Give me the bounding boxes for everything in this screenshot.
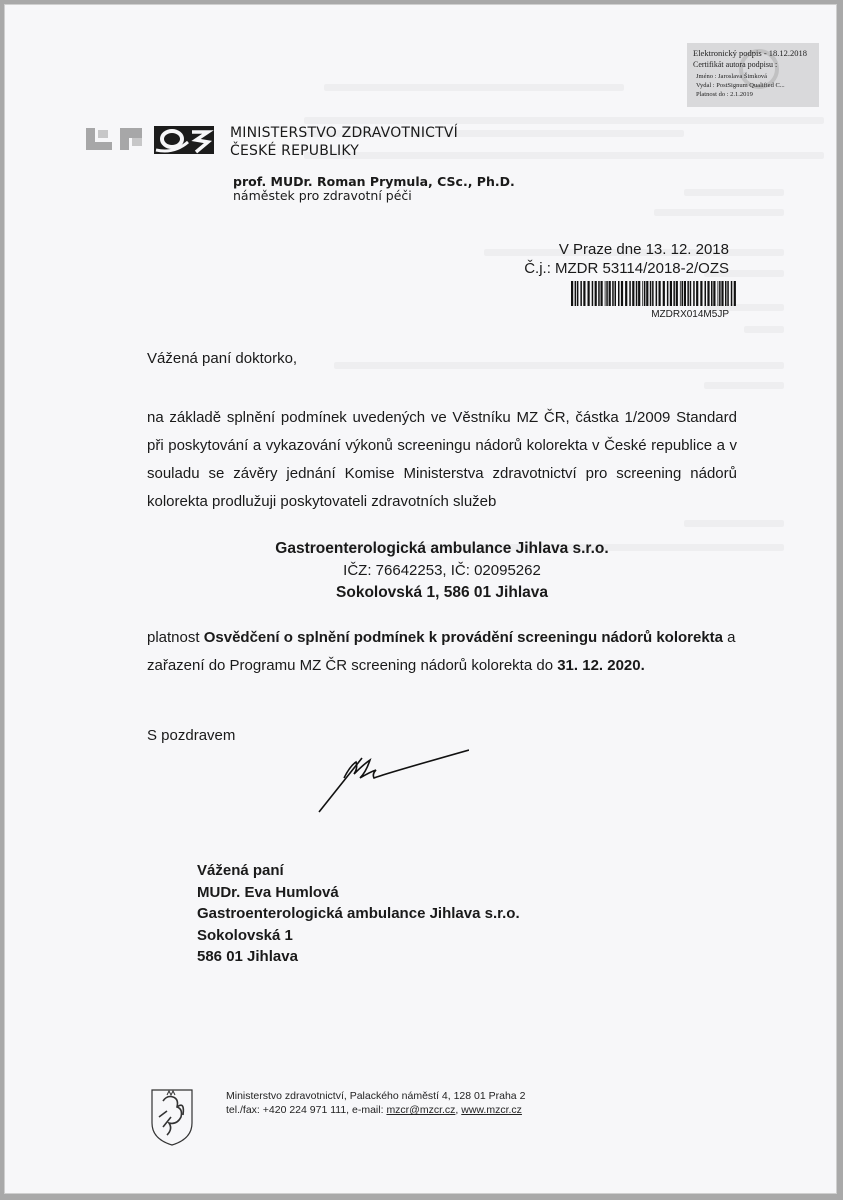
- barcode-bar: [592, 281, 594, 306]
- electronic-signature-stamp: [687, 43, 819, 107]
- barcode-bar: [718, 281, 719, 306]
- barcode-bar: [606, 281, 608, 306]
- barcode-bar: [713, 281, 715, 306]
- barcode-bar: [605, 281, 606, 306]
- barcode-bar: [663, 281, 665, 306]
- barcode-bar: [690, 281, 692, 306]
- barcode-bar: [680, 281, 681, 306]
- barcode-bar: [621, 281, 623, 306]
- barcode-bar: [684, 281, 686, 306]
- footer-contact-line: [226, 1103, 525, 1117]
- barcode-bar: [575, 281, 577, 306]
- barcode-bar: [625, 281, 627, 306]
- barcode-bar: [711, 281, 713, 306]
- barcode-bar: [618, 281, 620, 306]
- barcode-bar: [705, 281, 707, 306]
- barcode-bar: [642, 281, 643, 306]
- validity-date: 31. 12. 2020.: [557, 657, 645, 674]
- barcode-bar: [583, 281, 585, 306]
- coat-of-arms-icon: [149, 1087, 195, 1147]
- barcode-bar: [638, 281, 640, 306]
- barcode-bar: [588, 281, 590, 306]
- barcode-bar: [693, 281, 695, 306]
- validity-paragraph: [147, 624, 747, 680]
- barcode-code: MZDRX014M5JP: [651, 309, 729, 320]
- provider-ids: IČZ: 76642253, IČ: 02095262: [343, 562, 541, 579]
- esig-issuer: Vydal : PostSignum Qualified C...: [696, 82, 785, 89]
- barcode-bar: [725, 281, 727, 306]
- esig-title: Elektronický podpis - 18.12.2018: [693, 48, 808, 58]
- barcode-bar: [682, 281, 684, 306]
- recipient-organization: Gastroenterologická ambulance Jihlava s.r.o.: [197, 905, 520, 922]
- barcode-bar: [721, 281, 723, 306]
- validity-prefix: platnost: [147, 629, 204, 646]
- barcode-bar: [636, 281, 638, 306]
- ministry-logo: [84, 124, 215, 156]
- handwritten-signature: [314, 744, 469, 816]
- provider-name: Gastroenterologická ambulance Jihlava s.r.o.: [275, 540, 609, 557]
- barcode-bar: [646, 281, 648, 306]
- barcode-bar: [598, 281, 600, 306]
- body-paragraph: na základě splnění podmínek uvedených ve Věstníku MZ ČR, částka 1/2009 Standard při poskytování a vykazování výkonů screeningu nádorů kolorekta v České republice a v souladu se závěry jednání Komise Ministerstva zdravotnictví pro screening nádorů kolorekta prodlužuji poskytovateli zdravotních služeb: [147, 409, 737, 510]
- barcode-bar: [632, 281, 634, 306]
- barcode-bar: [700, 281, 702, 306]
- barcode-bar: [580, 281, 582, 306]
- ministry-name-line1: MINISTERSTVO ZDRAVOTNICTVÍ: [230, 125, 459, 141]
- barcode-bar: [719, 281, 721, 306]
- esig-name: Jméno : Jaroslava Šimková: [696, 73, 767, 80]
- barcode-bar: [667, 281, 669, 306]
- barcode-bar: [609, 281, 611, 306]
- ministry-name: [230, 124, 458, 160]
- barcode-bar: [673, 281, 675, 306]
- recipient-address: [197, 860, 520, 968]
- footer-address: Ministerstvo zdravotnictví, Palackého náměstí 4, 128 01 Praha 2: [226, 1090, 526, 1102]
- provider-address: Sokolovská 1, 586 01 Jihlava: [336, 584, 548, 601]
- email-link[interactable]: mzcr@mzcr.cz: [386, 1104, 456, 1116]
- barcode-bar: [612, 281, 614, 306]
- barcode-bar: [659, 281, 661, 306]
- barcode-bar: [656, 281, 658, 306]
- validity-certificate: Osvědčení o splnění podmínek k provádění screeningu nádorů kolorekta: [203, 629, 724, 646]
- recipient-salutation: Vážená paní: [197, 862, 284, 879]
- barcode-bar: [577, 281, 579, 306]
- greeting: Vážená paní doktorko,: [147, 350, 298, 367]
- barcode-bar: [571, 281, 573, 306]
- esig-valid-until: Platnost do : 2.1.2019: [696, 91, 753, 98]
- barcode-bar: [696, 281, 698, 306]
- barcode-bar: [676, 281, 678, 306]
- barcode-bar: [727, 281, 729, 306]
- recipient-street: Sokolovská 1: [197, 926, 293, 944]
- recipient-city: 586 01 Jihlava: [197, 948, 298, 965]
- barcode: [571, 281, 737, 306]
- recipient-name: MUDr. Eva Humlová: [197, 883, 339, 901]
- document-page: [4, 4, 837, 1194]
- reference-block: [524, 240, 729, 278]
- barcode-bar: [734, 281, 736, 306]
- barcode-bar: [629, 281, 631, 306]
- validity-middle: a zařazení do Programu MZ ČR screening nádorů kolorekta do: [147, 629, 736, 674]
- place-date: V Praze dne 13. 12. 2018: [558, 241, 729, 258]
- barcode-bar: [731, 281, 733, 306]
- deputy-role: náměstek pro zdravotní péči: [233, 188, 412, 203]
- closing: S pozdravem: [147, 727, 236, 744]
- barcode-bar: [670, 281, 672, 306]
- barcode-bar: [615, 281, 617, 306]
- website-link[interactable]: www.mzcr.cz: [461, 1104, 522, 1116]
- deputy-name: prof. MUDr. Roman Prymula, CSc., Ph.D.: [233, 174, 515, 189]
- provider-block: [147, 538, 737, 604]
- barcode-bar: [652, 281, 654, 306]
- barcode-bar: [644, 281, 646, 306]
- footer-contact-prefix: tel./fax: +420 224 971 111, e-mail:: [226, 1104, 387, 1116]
- footer-separator: ,: [455, 1104, 462, 1116]
- ministry-name-line2: ČESKÉ REPUBLIKY: [230, 143, 360, 159]
- barcode-bar: [707, 281, 709, 306]
- barcode-bar: [601, 281, 603, 306]
- barcode-bar: [650, 281, 652, 306]
- barcode-bar: [687, 281, 689, 306]
- file-number: Č.j.: MZDR 53114/2018-2/OZS: [524, 260, 729, 277]
- esig-certificate-label: Certifikát autora podpisu :: [693, 60, 778, 69]
- footer-contact: [226, 1089, 525, 1117]
- barcode-bar: [595, 281, 597, 306]
